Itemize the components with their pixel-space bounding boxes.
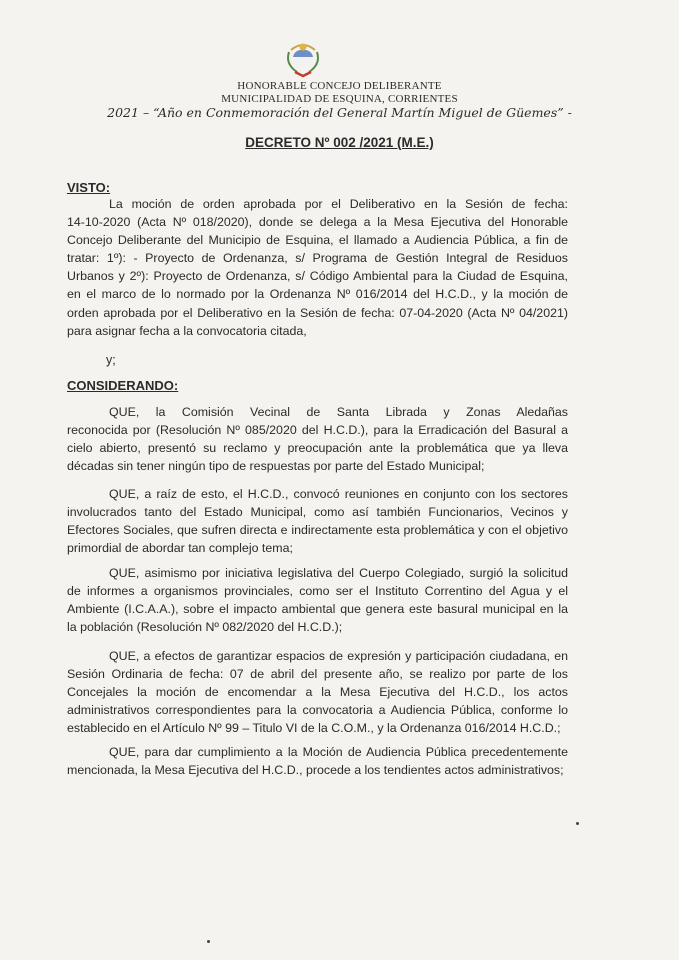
provincial-crest-logo xyxy=(283,38,323,78)
visto-paragraph xyxy=(67,195,568,340)
text-line: en el marco de lo normado por la Ordenanza Nº 016/2014 del H.C.D., y la moción de xyxy=(67,287,568,302)
text-line: de informes a organismos provinciales, como ser el Instituto Correntino del Agua y el xyxy=(67,584,568,599)
text-line: mencionada, la Mesa Ejecutiva del H.C.D., procede a los tendientes actos administrativos; xyxy=(67,763,564,778)
text-line: Concejales la moción de encomendar a la Mesa Ejecutiva del H.C.D., los actos xyxy=(67,685,568,700)
council-name: HONORABLE CONCEJO DELIBERANTE xyxy=(237,80,442,92)
text-line: QUE, para dar cumplimiento a la Moción de Audiencia Pública precedentemente xyxy=(109,745,568,759)
paper-speck xyxy=(576,822,579,825)
year-motto: 2021 – “Año en Conmemoración del General Martín Miguel de Güemes” - xyxy=(107,105,572,120)
text-line: para asignar fecha a la convocatoria citada, xyxy=(67,323,307,338)
text-line: 14-10-2020 (Acta Nº 018/2020), donde se delega a la Mesa Ejecutiva del Honorable xyxy=(67,215,568,230)
text-line: Ambiente (I.C.A.A.), sobre el impacto ambiental que genera este basural municipal en la xyxy=(67,602,568,617)
text-line: administrativos correspondientes para la convocatoria a Audiencia Pública, conforme lo xyxy=(67,703,568,718)
text-line: cielo abierto, presentó su reclamo y preocupación ante la problemática que ya lleva xyxy=(67,441,568,456)
text-line: QUE, la Comisión Vecinal de Santa Librada y Zonas Aledañas xyxy=(109,405,568,419)
text-line: Efectores Sociales, que sufren directa e indirectamente esta problemática y con el objetivo xyxy=(67,523,568,538)
considerando-paragraph xyxy=(67,647,568,737)
municipality-name: MUNICIPALIDAD DE ESQUINA, CORRIENTES xyxy=(221,93,458,105)
conjunction-y: y; xyxy=(106,353,116,367)
text-line: QUE, a efectos de garantizar espacios de expresión y participación ciudadana, en xyxy=(109,649,568,663)
visto-heading: VISTO: xyxy=(67,180,111,195)
text-line: la población (Resolución Nº 082/2020 del H.C.D.); xyxy=(67,620,343,635)
text-line: Sesión Ordinaria de fecha: 07 de abril del presente año, se realizo por parte de los xyxy=(67,667,568,682)
paper-speck xyxy=(207,940,210,943)
text-line: involucrados tanto del Estado Municipal, como así también Funcionarios, Vecinos y xyxy=(67,505,568,520)
text-line: tratar: 1º): - Proyecto de Ordenanza, s/ Programa de Gestión Integral de Residuos xyxy=(67,251,568,266)
text-line: La moción de orden aprobada por el Deliberativo en la Sesión de fecha: xyxy=(109,197,568,211)
text-line: décadas sin tener ningún tipo de respuestas por parte del Estado Municipal; xyxy=(67,459,485,474)
text-line: Concejo Deliberante del Municipio de Esquina, el llamado a Audiencia Pública, a fin de xyxy=(67,233,568,248)
text-line: orden aprobada por el Deliberativo en la Sesión de fecha: 07-04-2020 (Acta Nº 04/2021) xyxy=(67,305,568,320)
considerando-paragraph xyxy=(67,564,568,636)
text-line: QUE, a raíz de esto, el H.C.D., convocó reuniones en conjunto con los sectores xyxy=(109,487,568,501)
text-line: Urbanos y 2º): Proyecto de Ordenanza, s/ Código Ambiental para la Ciudad de Esquina, xyxy=(67,269,568,284)
considerando-paragraph xyxy=(67,403,568,475)
text-line: establecido en el Artículo Nº 99 – Titulo VI de la C.O.M., y la Ordenanza 016/2014 H.C.D.; xyxy=(67,721,561,736)
text-line: reconocida por (Resolución Nº 085/2020 del H.C.D.), para la Erradicación del Basural a xyxy=(67,423,568,438)
text-line: primordial de abordar tan complejo tema; xyxy=(67,541,293,556)
text-line: QUE, asimismo por iniciativa legislativa del Cuerpo Colegiado, surgió la solicitud xyxy=(109,566,568,580)
considerando-paragraph xyxy=(67,743,568,779)
considerando-paragraph xyxy=(67,485,568,557)
considerando-heading: CONSIDERANDO: xyxy=(67,378,179,393)
decree-title: DECRETO Nº 002 /2021 (M.E.) xyxy=(245,135,434,150)
